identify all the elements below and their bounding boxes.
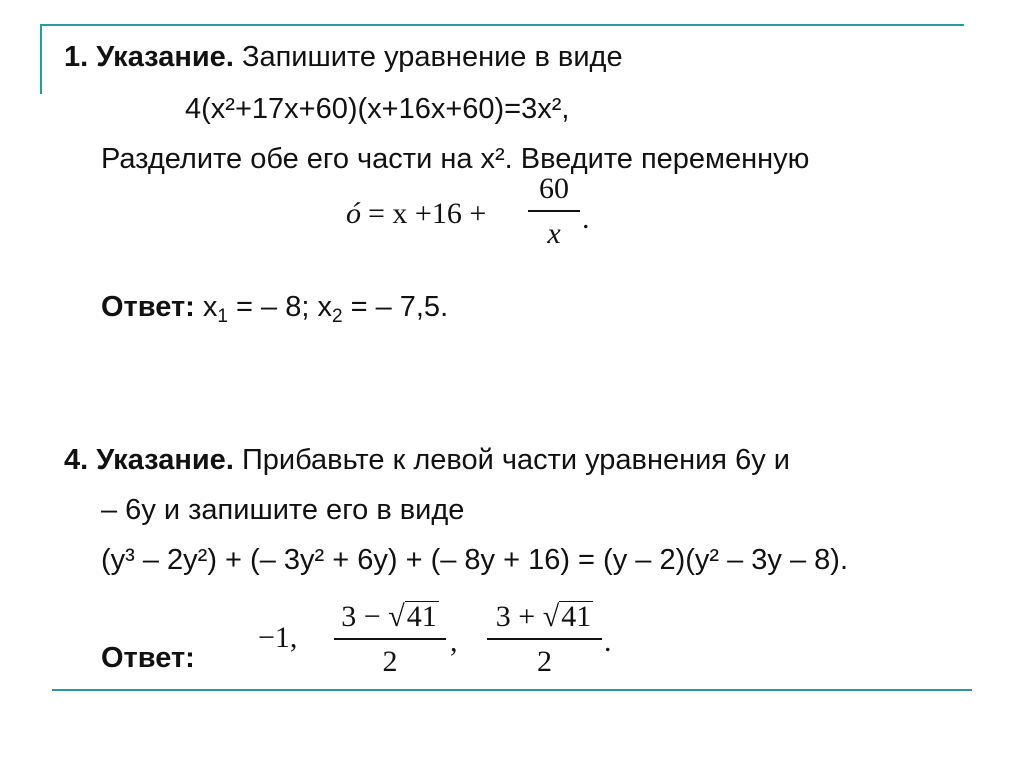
- substitution-lhs: ó: [346, 197, 361, 230]
- substitution-middle: [368, 197, 486, 231]
- item1-answer: [101, 290, 449, 327]
- item4-label: Указание.: [96, 444, 234, 476]
- item1-label: Указание.: [96, 41, 234, 73]
- root2-denominator: 2: [382, 644, 398, 678]
- fraction-numerator: 60: [539, 172, 569, 205]
- root3-denominator: 2: [537, 644, 552, 678]
- root3-radicand: 41: [561, 600, 592, 633]
- top-rule: [40, 24, 964, 26]
- root3-bar: [487, 638, 602, 640]
- fraction-denominator: x: [547, 216, 561, 250]
- item4-number: 4.: [64, 444, 89, 476]
- substitution-middle-text: = x +16 +: [368, 197, 487, 230]
- item1-answer-label: Ответ:: [101, 291, 195, 323]
- root2-num-prefix: 3 −: [341, 600, 381, 633]
- item1-line3: Разделите обе его части на x². Введите переменную: [101, 143, 810, 175]
- root2-numerator: [334, 600, 446, 634]
- x2-subscript: 2: [331, 306, 343, 327]
- x2-value: = – 7,5.: [342, 291, 449, 323]
- left-rule: [40, 24, 42, 94]
- x1-name: x: [202, 291, 218, 323]
- x1-value: = – 8;: [227, 291, 318, 323]
- answer-root2-fraction: [334, 600, 446, 679]
- x1-subscript: 1: [217, 306, 228, 327]
- substitution-tail: .: [582, 202, 590, 235]
- fraction-bar: [528, 210, 580, 212]
- bottom-rule: [52, 689, 972, 691]
- answer-sep2: ,: [450, 625, 458, 658]
- item1-heading: [64, 40, 623, 74]
- substitution-fraction: [528, 172, 580, 251]
- item4-equation: (y³ – 2y²) + (– 3y² + 6y) + (– 8y + 16) = (y – 2)(y² – 3y – 8).: [101, 544, 849, 576]
- item4-heading: [64, 443, 790, 477]
- item4-text: Прибавьте к левой части уравнения 6y и: [241, 444, 790, 476]
- answer-tail: .: [604, 625, 612, 658]
- x2-name: x: [317, 291, 332, 323]
- item1-equation: 4(x²+17x+60)(x+16x+60)=3x²,: [185, 93, 570, 125]
- sqrt-icon: √: [388, 600, 405, 633]
- root2-bar: [334, 638, 446, 640]
- item4-answer-label: Ответ:: [101, 642, 195, 674]
- sqrt-icon: √: [542, 600, 560, 633]
- answer-root3-fraction: [487, 600, 602, 679]
- root3-num-prefix: 3 +: [495, 600, 536, 633]
- answer-root1: −1,: [258, 621, 298, 654]
- item1-text: Запишите уравнение в виде: [241, 41, 623, 73]
- item1-number: 1.: [64, 41, 89, 73]
- root2-radicand: 41: [406, 600, 437, 633]
- item4-line2: – 6y и запишите его в виде: [101, 494, 465, 526]
- root3-numerator: [487, 600, 602, 634]
